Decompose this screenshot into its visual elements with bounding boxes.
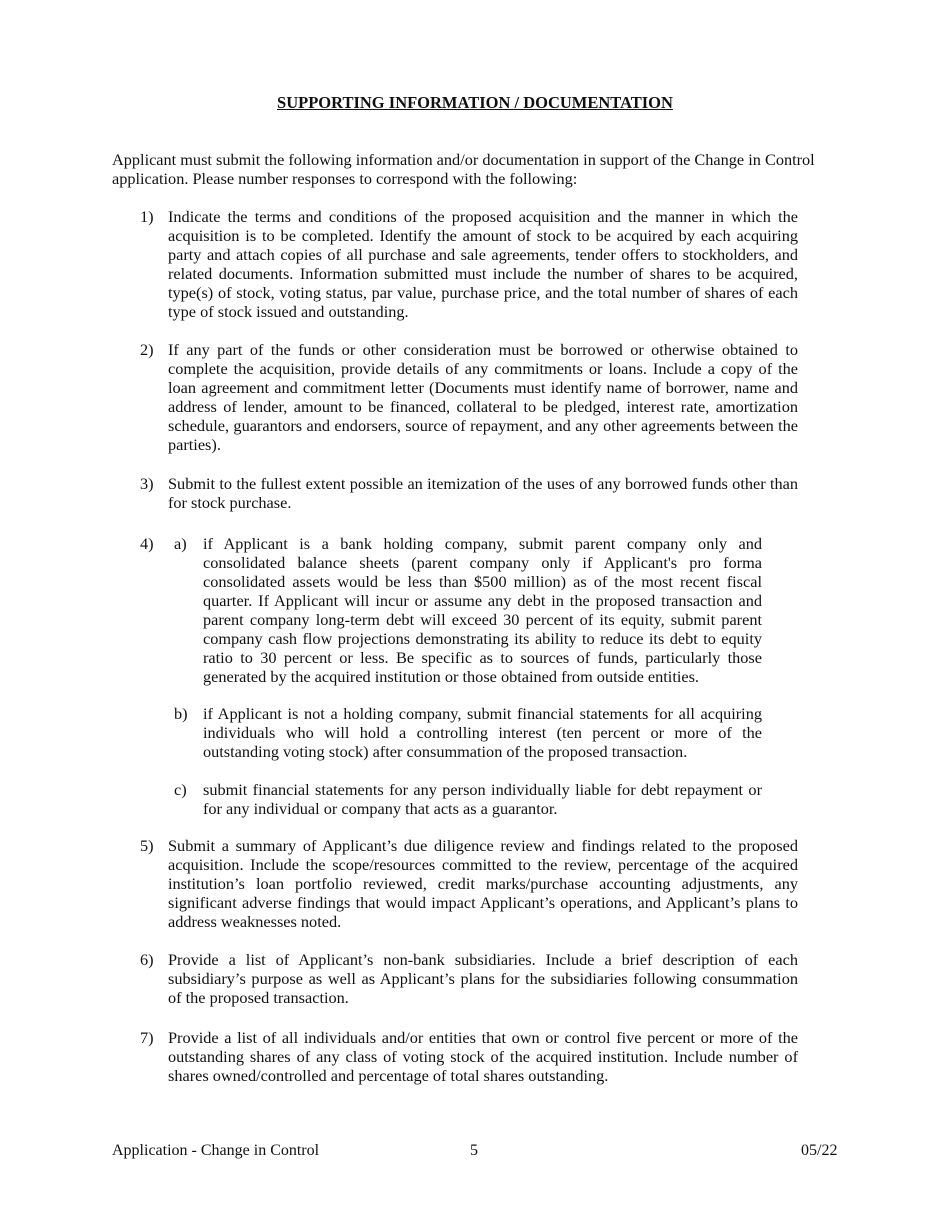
item-text: If any part of the funds or other consideration must be borrowed or otherwise obtained to complete the acquisition, provide details of any commitments or loans. Include a copy of the loan agreement and commitment letter (Documents must identify name of borrower, name and address of lender, amount to be financed, collateral to be pledged, interest rate, amortization schedule, guarantors and endorsers, source of repayment, and any other agreements between the parties).: [168, 340, 798, 454]
subitem-text: if Applicant is a bank holding company, submit parent company only and consolidated balance sheets (parent company only if Applicant's pro forma consolidated assets would be less than $500 million) as of the most recent fiscal quarter. If Applicant will incur or assume any debt in the proposed transaction and parent company long-term debt will exceed 30 percent of its equity, submit parent company cash flow projections demonstrating its ability to reduce its debt to equity ratio to 30 percent or less. Be specific as to sources of funds, particularly those generated by the acquired institution or those obtained from outside entities.: [203, 534, 762, 686]
list-item-5: [112, 836, 798, 931]
list-item-3: [112, 474, 798, 512]
footer-date: 05/22: [801, 1142, 838, 1159]
list-item-4a: [112, 534, 762, 686]
item-text: Indicate the terms and conditions of the proposed acquisition and the manner in which the acquisition is to be completed. Identify the amount of stock to be acquired by each acquiring party and attach copies of all purchase and sale agreements, tender offers to stockholders, and related documents. Information submitted must include the number of shares to be acquired, type(s) of stock, voting status, par value, purchase price, and the total number of shares of each type of stock issued and outstanding.: [168, 207, 798, 321]
item-text: Submit to the fullest extent possible an itemization of the uses of any borrowed funds other than for stock purchase.: [168, 474, 798, 512]
list-item-7: [112, 1028, 798, 1085]
page-title: SUPPORTING INFORMATION / DOCUMENTATION: [277, 93, 673, 112]
item-number: 5): [140, 836, 154, 855]
list-item-4b: [112, 704, 762, 761]
intro-paragraph: Applicant must submit the following information and/or documentation in support of the Change in Control application. Please number responses to correspond with the following:: [112, 150, 815, 188]
item-number: 7): [140, 1028, 154, 1047]
item-text: Submit a summary of Applicant’s due diligence review and findings related to the proposed acquisition. Include the scope/resources committed to the review, percentage of the acquired institution’s loan portfolio reviewed, credit marks/purchase accounting adjustments, any significant adverse findings that would impact Applicant’s operations, and Applicant’s plans to address weaknesses noted.: [168, 836, 798, 931]
subitem-text: submit financial statements for any person individually liable for debt repayment or for any individual or company that acts as a guarantor.: [203, 780, 762, 818]
list-item-4c: [112, 780, 762, 818]
item-number: 4): [140, 534, 154, 553]
subitem-letter: b): [174, 704, 188, 723]
subitem-letter: a): [174, 534, 187, 553]
subitem-letter: c): [174, 780, 187, 799]
item-number: 3): [140, 474, 154, 493]
list-item-6: [112, 950, 798, 1007]
list-item-1: [112, 207, 798, 321]
item-number: 1): [140, 207, 154, 226]
list-item-2: [112, 340, 798, 454]
item-number: 6): [140, 950, 154, 969]
footer-form-name: Application - Change in Control: [112, 1142, 320, 1159]
subitem-text: if Applicant is not a holding company, submit financial statements for all acquiring individuals who will hold a controlling interest (ten percent or more of the outstanding voting stock) after consummation of the proposed transaction.: [203, 704, 762, 761]
item-text: Provide a list of Applicant’s non-bank subsidiaries. Include a brief description of each subsidiary’s purpose as well as Applicant’s plans for the subsidiaries following consummation of the proposed transaction.: [168, 950, 798, 1007]
footer-page-number: 5: [470, 1142, 478, 1159]
item-number: 2): [140, 340, 154, 359]
item-text: Provide a list of all individuals and/or entities that own or control five percent or more of the outstanding shares of any class of voting stock of the acquired institution. Include number of shares owned/controlled and percentage of total shares outstanding.: [168, 1028, 798, 1085]
